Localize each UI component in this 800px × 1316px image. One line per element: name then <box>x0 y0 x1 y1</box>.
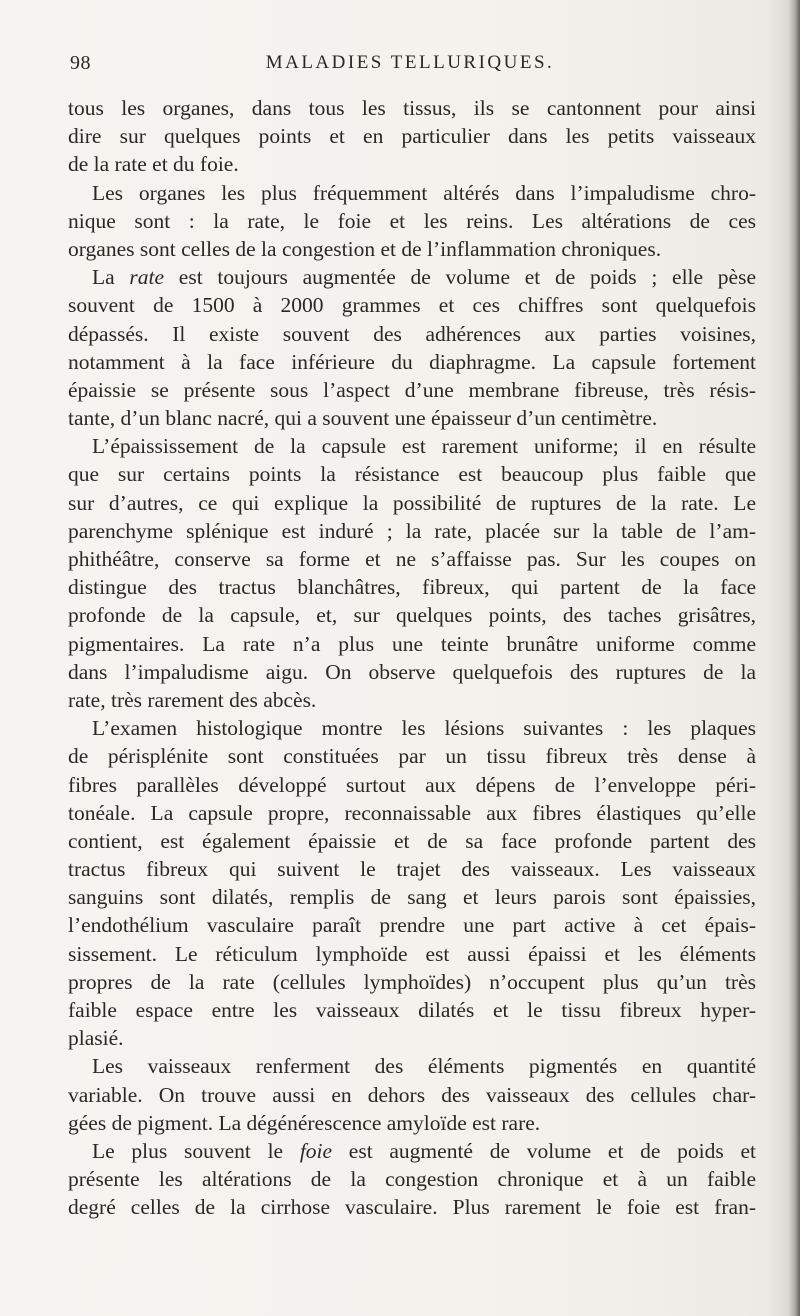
text-line: L’examen histologique montre les lésions suivantes : les plaques <box>92 716 756 741</box>
page-edge-shadow <box>788 0 800 1316</box>
text-line: que sur certains points la résistance est beaucoup plus faible que <box>68 462 756 487</box>
text-line: nique sont : la rate, le foie et les reins. Les altérations de ces <box>68 208 756 233</box>
text-line: tonéale. La capsule propre, reconnaissable aux fibres élastiques qu’elle <box>68 800 756 825</box>
page-number: 98 <box>70 52 91 74</box>
text-line: sanguins sont dilatés, remplis de sang et leurs parois sont épaissies, <box>68 885 756 910</box>
text-line: sur d’autres, ce qui explique la possibilité de ruptures de la rate. Le <box>68 490 756 515</box>
text-line: gées de pigment. La dégénérescence amyloïde est rare. <box>68 1110 541 1135</box>
text-line: faible espace entre les vaisseaux dilatés et le tissu fibreux hyper- <box>68 998 756 1022</box>
text-line: tractus fibreux qui suivent le trajet des vaisseaux. Les vaisseaux <box>68 857 756 882</box>
text-segment: La <box>92 265 130 290</box>
running-title: MALADIES TELLURIQUES. <box>265 52 555 73</box>
text-line <box>68 263 756 291</box>
text-line: dépassés. Il existe souvent des adhérences aux parties voisines, <box>68 321 756 346</box>
text-line: phithéâtre, conserve sa forme et ne s’affaisse pas. Sur les coupes on <box>68 547 756 571</box>
text-segment: Le plus souvent le <box>92 1138 300 1163</box>
text-line: propres de la rate (cellules lymphoïdes) n’occupent plus qu’un très <box>68 969 756 994</box>
text-line: épaissie se présente sous l’aspect d’une membrane fibreuse, très résis- <box>68 377 756 402</box>
text-line: dire sur quelques points et en particulier dans les petits vaisseaux <box>68 124 756 149</box>
text-line: variable. On trouve aussi en dehors des vaisseaux des cellules char- <box>68 1082 756 1107</box>
text-line: contient, est également épaissie et de sa face profonde partent des <box>68 828 756 853</box>
text-line: de périsplénite sont constituées par un tissu fibreux très dense à <box>68 744 756 769</box>
text-segment: est toujours augmentée de volume et de poids ; elle pèse <box>164 265 756 290</box>
text-line: degré celles de la cirrhose vasculaire. Plus rarement le foie est fran- <box>68 1195 756 1220</box>
text-line: plasié. <box>68 1026 124 1051</box>
text-line: fibres parallèles développé surtout aux dépens de l’enveloppe péri- <box>68 772 756 797</box>
text-line: sissement. Le réticulum lymphoïde est aussi épaissi et les éléments <box>68 941 756 966</box>
text-line: distingue des tractus blanchâtres, fibreux, qui partent de la face <box>68 575 756 600</box>
text-line: de la rate et du foie. <box>68 152 239 177</box>
italic-term: foie <box>299 1138 333 1163</box>
text-line: Les vaisseaux renferment des éléments pigmentés en quantité <box>92 1054 756 1079</box>
text-line: présente les altérations de la congestion chronique et à un faible <box>68 1167 756 1192</box>
text-line: tous les organes, dans tous les tissus, ils se cantonnent pour ainsi <box>68 96 756 120</box>
italic-term: rate <box>129 265 165 290</box>
text-line: souvent de 1500 à 2000 grammes et ces chiffres sont quelquefois <box>68 293 756 318</box>
text-line: notamment à la face inférieure du diaphragme. La capsule fortement <box>68 349 756 374</box>
text-line: organes sont celles de la congestion et de l’inflammation chroniques. <box>68 236 662 261</box>
text-line: rate, très rarement des abcès. <box>68 687 317 712</box>
text-line: L’épaississement de la capsule est rarement uniforme; il en résulte <box>92 434 756 459</box>
body-text <box>68 94 756 1222</box>
text-line: profonde de la capsule, et, sur quelques points, des taches grisâtres, <box>68 603 756 628</box>
text-line: l’endothélium vasculaire paraît prendre une part active à cet épais- <box>68 913 756 938</box>
text-line: parenchyme splénique est induré ; la rate, placée sur la table de l’am- <box>68 518 756 543</box>
text-line: tante, d’un blanc nacré, qui a souvent une épaisseur d’un centimètre. <box>68 406 658 431</box>
page-header <box>70 52 750 82</box>
text-line <box>68 1137 756 1165</box>
text-line: Les organes les plus fréquemment altérés dans l’impaludisme chro- <box>92 180 756 205</box>
text-line: pigmentaires. La rate n’a plus une teinte brunâtre uniforme comme <box>68 631 756 656</box>
text-segment: est augmenté de volume et de poids et <box>332 1138 756 1163</box>
text-line: dans l’impaludisme aigu. On observe quelquefois des ruptures de la <box>68 659 756 684</box>
